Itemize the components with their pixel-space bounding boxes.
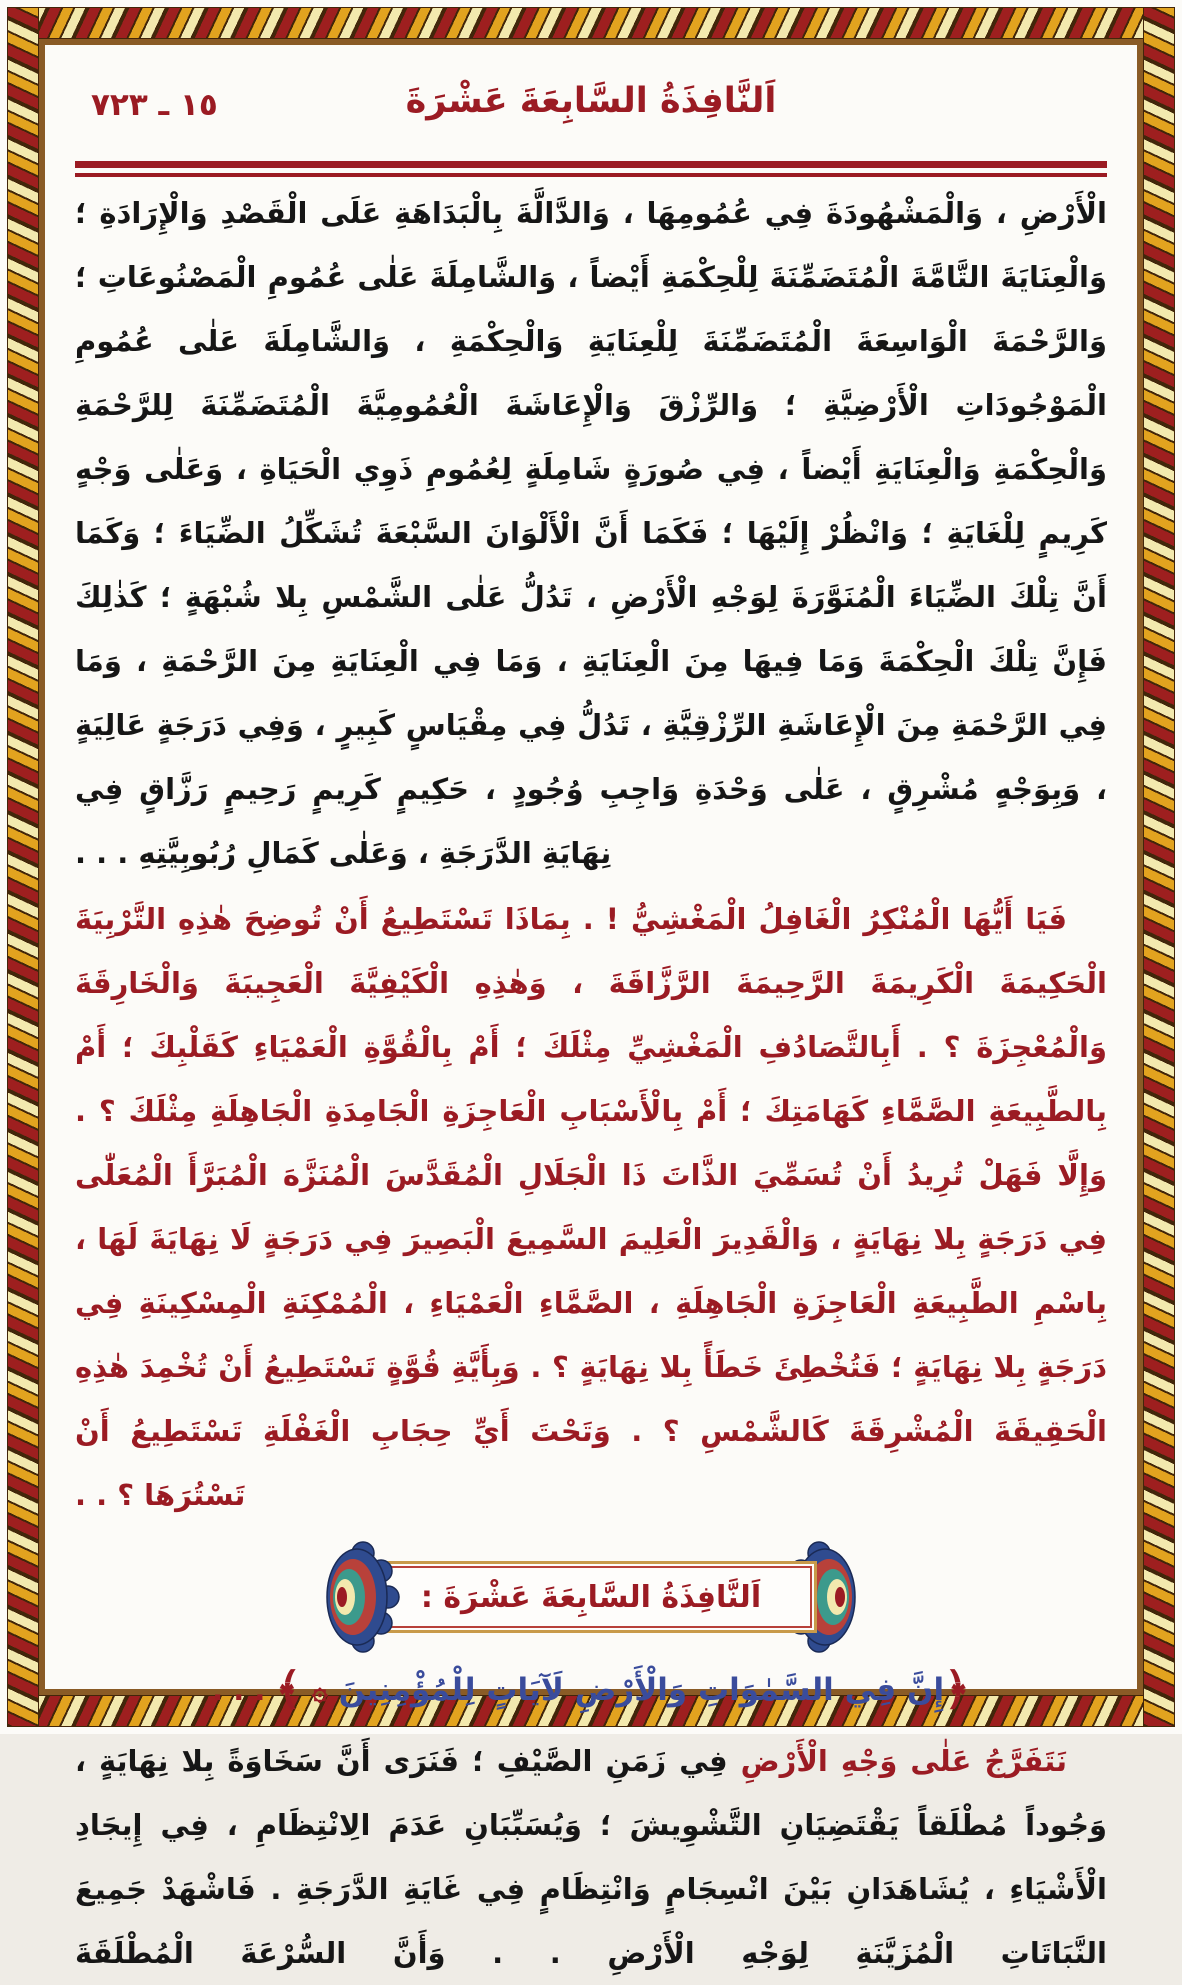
window-title-box [365, 1561, 817, 1633]
paragraph-lead-rest: فِي زَمَنِ الصَّيْفِ ؛ فَنَرَى أَنَّ سَخَاوَةً بِلا نِهَايَةٍ ، وَجُوداً مُطْلَقاً يَقْتَضِيَانِ التَّشْوِيشَ ؛ وَيُسَبِّبَانِ عَدَمَ الِانْتِظَامِ ، فِي إِيجَادِ الْأَشْيَاءِ ، يُشَاهَدَانِ بَيْنَ انْسِجَامٍ وَانْتِظَامٍ فِي غَايَةِ الدَّرَجَةِ . فَاشْهَدْ جَمِيعَ النَّبَاتَاتِ الْمُزَيَّنَةِ لِوَجْهِ الْأَرْضِ . . وَأَنَّ السُّرْعَةَ الْمُطْلَقَةَ [75, 1744, 1107, 1970]
window-title-ornament [331, 1541, 851, 1653]
verse-trailing-dots: . . . [212, 1673, 276, 1707]
border-chain-right [1143, 7, 1175, 1727]
page-content [47, 47, 1135, 1970]
window-title: اَلنَّافِذَةُ السَّابِعَةَ عَشْرَةَ : [420, 1579, 762, 1615]
page-title: اَلنَّافِذَةُ السَّابِعَةَ عَشْرَةَ [405, 81, 777, 121]
border-chain-top [7, 7, 1175, 39]
verse-text: إِنَّ فِي السَّمٰوَاتِ وَالْأَرْضِ لَآيَاتٍ لِلْمُؤْمِنِينَ [338, 1672, 945, 1708]
ornament-medallion-left [331, 1541, 403, 1653]
verse-rosette-icon: ۞ [312, 1676, 328, 1707]
header-divider [75, 161, 1107, 177]
paragraph-admonition-red: فَيَا أَيُّهَا الْمُنْكِرُ الْغَافِلُ الْمَغْشِيُّ ! . بِمَاذَا تَسْتَطِيعُ أَنْ تُوضِحَ هٰذِهِ التَّرْبِيَةَ الْحَكِيمَةَ الْكَرِيمَةَ الرَّحِيمَةَ الرَّزَّاقَةَ ، وَهٰذِهِ الْكَيْفِيَّةَ الْعَجِيبَةَ وَالْخَارِقَةَ وَالْمُعْجِزَةَ ؟ . أَبِالتَّصَادُفِ الْمَغْشِيِّ مِثْلَكَ ؛ أَمْ بِالْقُوَّةِ الْعَمْيَاءِ كَقَلْبِكَ ؛ أَمْ بِالطَّبِيعَةِ الصَّمَّاءِ كَهَامَتِكَ ؛ أَمْ بِالْأَسْبَابِ الْعَاجِزَةِ الْجَامِدَةِ الْجَاهِلَةِ مِثْلَكَ ؟ . وَإِلَّا فَهَلْ تُرِيدُ أَنْ تُسَمِّيَ الذَّاتَ ذَا الْجَلَالِ الْمُقَدَّسَ الْمُنَزَّهَ الْمُبَرَّأَ الْمُعَلّٰى فِي دَرَجَةٍ بِلا نِهَايَةٍ ، وَالْقَدِيرَ الْعَلِيمَ السَّمِيعَ الْبَصِيرَ فِي دَرَجَةٍ لَا نِهَايَةَ لَهَا ، بِاسْمِ الطَّبِيعَةِ الْعَاجِزَةِ الْجَاهِلَةِ ، الصَّمَّاءِ الْعَمْيَاءِ ، الْمُمْكِنَةِ الْمِسْكِينَةِ فِي دَرَجَةٍ بِلا نِهَايَةٍ ؛ فَتُخْطِئَ خَطَأً بِلا نِهَايَةٍ ؟ . وَبِأَيَّةِ قُوَّةٍ تَسْتَطِيعُ أَنْ تُخْمِدَ هٰذِهِ الْحَقِيقَةَ الْمُشْرِقَةَ كَالشَّمْسِ ؟ . وَتَحْتَ أَيِّ حِجَابِ الْغَفْلَةِ تَسْتَطِيعُ أَنْ تَسْتُرَهَا ؟ . . [75, 902, 1107, 1512]
paragraph-main: الْأَرْضِ ، وَالْمَشْهُودَةَ فِي عُمُومِهَا ، وَالدَّالَّةَ بِالْبَدَاهَةِ عَلَى الْقَصْدِ وَالْإِرَادَةِ ؛ وَالْعِنَايَةَ التَّامَّةَ الْمُتَضَمِّنَةَ لِلْحِكْمَةِ أَيْضاً ، وَالشَّامِلَةَ عَلٰى عُمُومِ الْمَصْنُوعَاتِ ؛ وَالرَّحْمَةَ الْوَاسِعَةَ الْمُتَضَمِّنَةَ لِلْعِنَايَةِ وَالْحِكْمَةِ ، وَالشَّامِلَةَ عَلٰى عُمُومِ الْمَوْجُودَاتِ الْأَرْضِيَّةِ ؛ وَالرِّزْقَ وَالْإِعَاشَةَ الْعُمُومِيَّةَ الْمُتَضَمِّنَةَ لِلرَّحْمَةِ وَالْحِكْمَةِ وَالْعِنَايَةِ أَيْضاً ، فِي صُورَةٍ شَامِلَةٍ لِعُمُومِ ذَوِي الْحَيَاةِ ، وَعَلٰى وَجْهٍ كَرِيمٍ لِلْغَايَةِ ؛ وَانْظُرْ إِلَيْهَا ؛ فَكَمَا أَنَّ الْأَلْوَانَ السَّبْعَةَ تُشَكِّلُ الضِّيَاءَ ؛ وَكَمَا أَنَّ تِلْكَ الضِّيَاءَ الْمُنَوَّرَةَ لِوَجْهِ الْأَرْضِ ، تَدُلُّ عَلٰى الشَّمْسِ بِلا شُبْهَةٍ ؛ كَذٰلِكَ فَإِنَّ تِلْكَ الْحِكْمَةَ وَمَا فِيهَا مِنَ الْعِنَايَةِ ، وَمَا فِي الْعِنَايَةِ مِنَ الرَّحْمَةِ ، وَمَا فِي الرَّحْمَةِ مِنَ الْإِعَاشَةِ الرِّزْقِيَّةِ ، تَدُلُّ فِي مِقْيَاسٍ كَبِيرٍ ، وَفِي دَرَجَةٍ عَالِيَةٍ ، وَبِوَجْهٍ مُشْرِقٍ ، عَلٰى وَحْدَةِ وَاجِبِ وُجُودٍ ، حَكِيمٍ كَرِيمٍ رَحِيمٍ رَزَّاقٍ فِي نِهَايَةِ الدَّرَجَةِ ، وَعَلٰى كَمَالِ رُبُوبِيَّتِهِ . . . [75, 196, 1107, 870]
verse-open-bracket-icon: ﴿ [944, 1664, 970, 1715]
verse-close-bracket-icon: ﴾ [275, 1664, 302, 1715]
paragraph-window-body [75, 1729, 1107, 1985]
page-header [75, 59, 1107, 155]
border-chain-left [7, 7, 39, 1727]
paragraph-lead-red: نَتَفَرَّجُ عَلٰى وَجْهِ الْأَرْضِ [740, 1744, 1067, 1778]
quran-verse [75, 1659, 1107, 1723]
page-number: ١٥ ـ ٧٢٣ [91, 87, 218, 123]
